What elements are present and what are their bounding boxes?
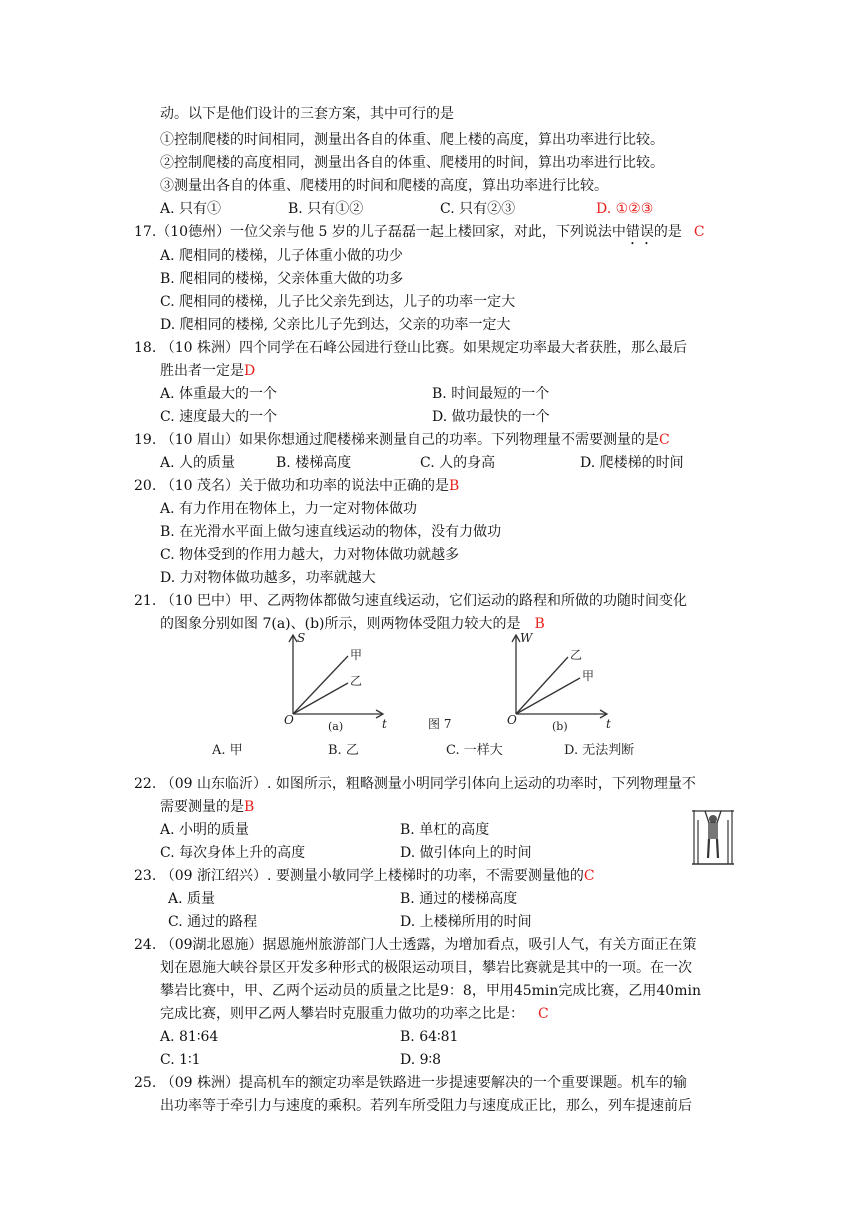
q18-option-a: A. 体重最大的一个	[160, 386, 278, 402]
graph-a-y-label: S	[297, 631, 306, 645]
graph-a-line-yi	[293, 683, 348, 714]
q22-option-c: C. 每次身体上升的高度	[160, 845, 306, 861]
q18-option-c: C. 速度最大的一个	[160, 409, 278, 425]
q23-option-a: A. 质量	[168, 891, 216, 907]
q24-stem-line1: 24. （09湖北恩施）据恩施州旅游部门人士透露，为增加看点，吸引人气，有关方面正在策	[134, 937, 697, 953]
q17-option-a: A. 爬相同的楼梯，儿子体重小做的功少	[160, 248, 404, 264]
q20-stem: 20. （10 茂名）关于做功和功率的说法中正确的是B	[134, 478, 460, 494]
graph-a-line-jia	[293, 656, 348, 714]
graph-a	[289, 635, 383, 718]
graph-b-line-jia	[516, 678, 580, 714]
q20-option-a: A. 有力作用在物体上，力一定对物体做功	[160, 501, 418, 517]
q20-answer: B	[448, 478, 460, 494]
graph-b-yi-label: 乙	[570, 648, 583, 662]
q23-option-c: C. 通过的路程	[168, 914, 258, 930]
q22-answer: B	[244, 799, 255, 815]
q18-stem-line1: 18. （10 株洲）四个同学在石峰公园进行登山比赛。如果规定功率最大者获胜，那么最后	[134, 340, 687, 356]
q20-option-c: C. 物体受到的作用力越大，力对物体做功就越多	[160, 547, 460, 563]
q18-answer: D	[244, 363, 256, 379]
graph-a-jia-label: 甲	[350, 648, 363, 662]
graph-a-origin: O	[284, 713, 294, 727]
q16-option-d: D. ①②③	[596, 201, 654, 217]
q19-option-a: A. 人的质量	[160, 455, 236, 471]
q23-stem: 23. （09 浙江绍兴）. 要测量小敏同学上楼梯时的功率，不需要测量他的C	[134, 868, 595, 884]
q17-stem: 17.（10德州）一位父亲与他 5 岁的儿子磊磊一起上楼回家，对此，下列说法中错误的是 C	[134, 224, 705, 240]
figure-7-title: 图 7	[428, 717, 452, 731]
q16-option-c: C. 只有②③	[440, 201, 516, 217]
graph-b-line-yi	[516, 657, 568, 714]
q21-option-d: D. 无法判断	[564, 743, 635, 758]
figure-7	[200, 630, 640, 760]
q24-option-a: A. 81∶64	[160, 1029, 219, 1045]
q18-option-d: D. 做功最快的一个	[432, 409, 550, 425]
q25-stem-line2: 出功率等于牵引力与速度的乘积。若列车所受阻力与速度成正比，那么，列车提速前后	[160, 1098, 692, 1114]
q19-answer: C	[658, 432, 670, 448]
q16-option-a: A. 只有①	[160, 201, 222, 217]
graph-b-x-label: t	[606, 717, 611, 731]
q17-answer: C	[693, 224, 705, 240]
graph-b-origin: O	[507, 713, 517, 727]
q16-plan-1: ①控制爬楼的时间相同，测量出各自的体重、爬上楼的高度，算出功率进行比较。	[160, 132, 664, 148]
q23-option-d: D. 上楼梯所用的时间	[400, 914, 532, 930]
graph-b-y-label: W	[520, 631, 533, 645]
q18-stem-line2: 胜出者一定是D	[160, 363, 256, 379]
graph-a-x-label: t	[382, 717, 387, 731]
q20-option-d: D. 力对物体做功越多，功率就越大	[160, 570, 376, 586]
graph-b-jia-label: 甲	[582, 669, 595, 683]
q17-option-c: C. 爬相同的楼梯，儿子比父亲先到达，儿子的功率一定大	[160, 294, 516, 310]
q19-option-c: C. 人的身高	[420, 455, 496, 471]
q17-option-b: B. 爬相同的楼梯，父亲体重大做的功多	[160, 271, 404, 287]
q19-option-b: B. 楼梯高度	[276, 455, 352, 471]
q21-option-a: A. 甲	[212, 743, 243, 758]
q22-option-d: D. 做引体向上的时间	[400, 845, 532, 861]
q22-stem-line2: 需要测量的是B	[160, 799, 255, 815]
q24-answer: C	[538, 1006, 549, 1022]
q24-stem-line2: 划在恩施大峡谷景区开发多种形式的极限运动项目，攀岩比赛就是其中的一项。在一次	[160, 960, 692, 976]
q24-option-c: C. 1∶1	[160, 1052, 201, 1068]
q21-stem-line2: 的图象分别如图 7(a)、(b)所示，则两物体受阻力较大的是 B	[160, 616, 545, 632]
q23-option-b: B. 通过的楼梯高度	[400, 891, 518, 907]
q21-option-b: B. 乙	[328, 743, 359, 758]
q16-plan-2: ②控制爬楼的高度相同，测量出各自的体重、爬楼用的时间，算出功率进行比较。	[160, 155, 664, 171]
q18-option-b: B. 时间最短的一个	[432, 386, 550, 402]
graph-a-caption: (a)	[328, 720, 344, 733]
graph-a-yi-label: 乙	[350, 674, 363, 688]
q16-option-b: B. 只有①②	[288, 201, 364, 217]
graph-b-caption: (b)	[552, 720, 568, 733]
q17-option-d: D. 爬相同的楼梯, 父亲比儿子先到达，父亲的功率一定大	[160, 317, 511, 333]
q24-stem-line3: 攀岩比赛中，甲、乙两个运动员的质量之比是9：8，甲用45min完成比赛，乙用40min	[160, 983, 701, 999]
q22-stem-line1: 22. （09 山东临沂）. 如图所示，粗略测量小明同学引体向上运动的功率时，下列物理量不	[134, 776, 696, 792]
pull-up-illustration	[690, 806, 736, 866]
q19-option-d: D. 爬楼梯的时间	[580, 455, 684, 471]
q24-stem-line4: 完成比赛，则甲乙两人攀岩时克服重力做功的功率之比是： C	[160, 1006, 549, 1022]
q24-option-d: D. 9∶8	[400, 1052, 442, 1068]
q21-answer: B	[534, 616, 545, 632]
q16-continuation: 动。以下是他们设计的三套方案，其中可行的是	[160, 106, 454, 122]
q22-option-a: A. 小明的质量	[160, 822, 250, 838]
q21-stem-line1: 21. （10 巴中）甲、乙两物体都做匀速直线运动，它们运动的路程和所做的功随时间变化	[134, 593, 687, 609]
q22-option-b: B. 单杠的高度	[400, 822, 490, 838]
q24-option-b: B. 64∶81	[400, 1029, 459, 1045]
q23-answer: C	[583, 868, 595, 884]
q19-stem: 19. （10 眉山）如果你想通过爬楼梯来测量自己的功率。下列物理量不需要测量的是C	[134, 432, 670, 448]
q20-option-b: B. 在光滑水平面上做匀速直线运动的物体，没有力做功	[160, 524, 502, 540]
q21-option-c: C. 一样大	[446, 743, 503, 758]
q16-plan-3: ③测量出各自的体重、爬楼用的时间和爬楼的高度，算出功率进行比较。	[160, 178, 608, 194]
q25-stem-line1: 25. （09 株洲）提高机车的额定功率是铁路进一步提速要解决的一个重要课题。机车的输	[134, 1075, 687, 1091]
